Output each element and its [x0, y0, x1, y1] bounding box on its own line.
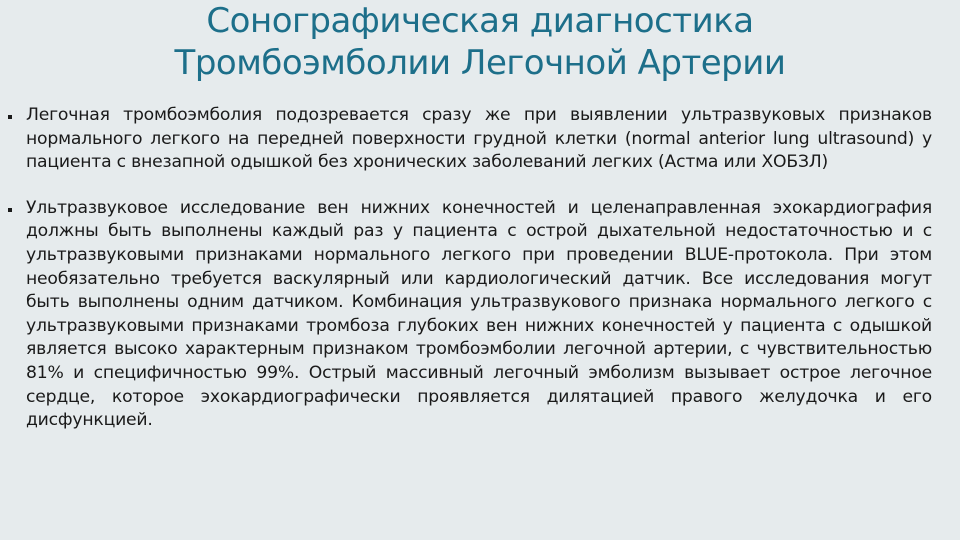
- bullet-marker-icon: [8, 115, 12, 119]
- title-line-2: Тромбоэмболии Легочной Артерии: [174, 43, 786, 83]
- slide-title: [60, 0, 900, 84]
- title-line-1: Сонографическая диагностика: [206, 1, 754, 41]
- bullet-item-2: [8, 197, 932, 433]
- bullet-item-1: [8, 104, 932, 175]
- bullet-marker-icon: [8, 208, 12, 212]
- bullet-list: [8, 104, 932, 455]
- bullet-text: Легочная тромбоэмболия подозревается сразу же при выявлении ультразвуковых признаков нормального легкого на передней поверхности грудной клетки (normal anterior lung ultrasound) у пациента с внезапной одышкой без хронических заболеваний легких (Астма или ХОБЗЛ): [26, 105, 932, 173]
- bullet-text: Ультразвуковое исследование вен нижних конечностей и целенаправленная эхокардиография должны быть выполнены каждый раз у пациента с острой дыхательной недостаточностью и с ультразвуковыми признаками нормального легкого при проведении BLUE-протокола. При этом необязательно требуется васкулярный или кардиологический датчик. Все исследования могут быть выполнены одним датчиком. Комбинация ультразвукового признака нормального легкого с ультразвуковыми признаками тромбоза глубоких вен нижних конечностей у пациента с одышкой является высоко характерным признаком тромбоэмболии легочной артерии, с чувствительностью 81% и специфичностью 99%. Острый массивный легочный эмболизм вызывает острое легочное сердце, которое эхокардиографически проявляется дилятацией правого желудочка и его дисфункцией.: [26, 197, 932, 431]
